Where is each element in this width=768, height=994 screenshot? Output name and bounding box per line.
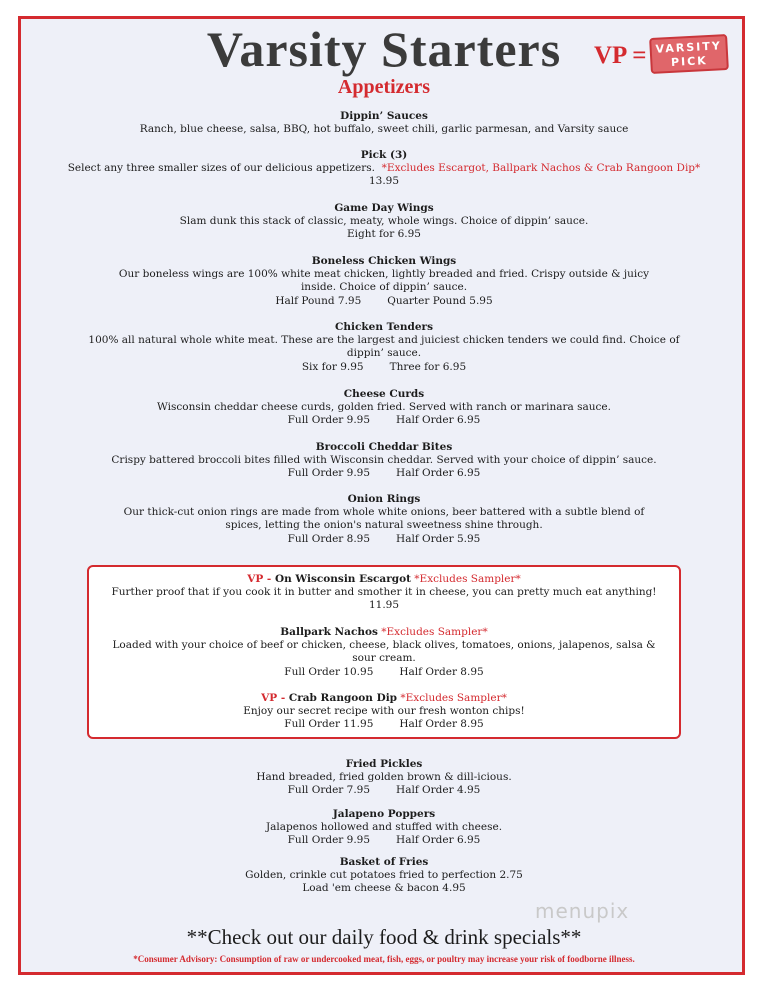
item-name: Chicken Tenders [334, 321, 433, 333]
item-desc: Jalapenos hollowed and stuffed with cheese. [265, 821, 503, 834]
item-desc-line-1: Loaded with your choice of beef or chicken, cheese, black olives, tomatoes, onions, jalapenos, salsa & [112, 639, 656, 652]
price-1: Full Order 7.95 [287, 784, 371, 797]
item-prices [60, 533, 708, 546]
exclusion-note: *Excludes Escargot, Ballpark Nachos & Crab Rangoon Dip* [381, 162, 701, 175]
item-desc: Hand breaded, fried golden brown & dill-icious. [256, 771, 512, 784]
price-2: Half Order 6.95 [396, 467, 481, 480]
item-desc: Ranch, blue cheese, salsa, BBQ, hot buffalo, sweet chili, garlic parmesan, and Varsity sauce [139, 123, 629, 136]
price-2: Three for 6.95 [389, 360, 467, 373]
price-2: Half Order 6.95 [396, 414, 481, 427]
vp-item-escargot [60, 573, 708, 613]
item-name: Dippin’ Sauces [340, 110, 428, 122]
menu-item-onion-rings [60, 493, 708, 546]
menu-item-pick-3 [60, 149, 708, 189]
item-name: Boneless Chicken Wings [311, 255, 457, 267]
exclusion-note: *Excludes Sampler* [397, 692, 507, 704]
item-price: 13.95 [368, 175, 400, 188]
item-price: Eight for 6.95 [346, 228, 421, 241]
section-subtitle: Appetizers [337, 76, 431, 98]
item-name-line [60, 692, 708, 705]
daily-specials-banner: **Check out our daily food & drink specials** [186, 925, 582, 949]
item-prices [60, 784, 708, 797]
stamp-line-2: PICK [670, 54, 709, 69]
menu-item-game-day-wings [60, 202, 708, 242]
price-1: Full Order 9.95 [287, 467, 371, 480]
price-1: Six for 9.95 [301, 360, 364, 373]
item-name: On Wisconsin Escargot [274, 573, 411, 585]
item-prices [60, 834, 708, 847]
item-desc-line-2: Load 'em cheese & bacon 4.95 [302, 882, 466, 895]
item-name-line [60, 573, 708, 586]
vp-item-ballpark-nachos [60, 626, 708, 679]
item-prices [60, 666, 708, 679]
item-prices [60, 414, 708, 427]
menu-item-jalapeno-poppers [60, 808, 708, 848]
item-name: Broccoli Cheddar Bites [315, 441, 453, 453]
menu-item-cheese-curds [60, 388, 708, 428]
item-desc: Crispy battered broccoli bites filled with Wisconsin cheddar. Served with your choice of dippin’ sauce. [111, 454, 657, 467]
exclusion-note: *Excludes Sampler* [377, 626, 488, 638]
price-1: Full Order 9.95 [287, 414, 371, 427]
stamp-line-1: VARSITY [655, 39, 723, 56]
item-desc-line-1: 100% all natural whole white meat. These are the largest and juiciest chicken tenders we could find. Choice of [88, 334, 680, 347]
menu-item-fried-pickles [60, 758, 708, 798]
item-desc-line-2: sour cream. [352, 652, 416, 665]
menu-item-broccoli-bites [60, 441, 708, 481]
menu-item-chicken-tenders [60, 321, 708, 374]
price-2: Half Order 4.95 [396, 784, 481, 797]
item-name: Pick (3) [360, 149, 408, 161]
item-prices [60, 295, 708, 308]
item-name: Onion Rings [347, 493, 421, 505]
price-2: Half Order 8.95 [399, 718, 484, 731]
item-name: Fried Pickles [345, 758, 423, 770]
menu-item-basket-of-fries [60, 856, 708, 896]
item-desc-line-1: Our thick-cut onion rings are made from whole white onions, beer battered with a subtle blend of [123, 506, 645, 519]
price-1: Full Order 8.95 [287, 532, 371, 545]
item-name: Crab Rangoon Dip [288, 692, 398, 704]
price-2: Half Order 6.95 [396, 834, 481, 847]
menupix-watermark: menupix [535, 899, 630, 923]
item-desc: Select any three smaller sizes of our delicious appetizers. [67, 162, 375, 175]
price-2: Half Order 8.95 [399, 665, 484, 678]
item-name: Ballpark Nachos [280, 626, 378, 638]
item-desc-line-2: spices, letting the onion's natural sweetness shine through. [225, 519, 543, 532]
varsity-pick-stamp [649, 34, 729, 74]
item-name-line [60, 626, 708, 639]
item-name: Basket of Fries [339, 856, 429, 868]
item-name: Jalapeno Poppers [332, 808, 436, 820]
item-prices [60, 718, 708, 731]
vp-legend: VP = [594, 42, 647, 69]
price-1: Full Order 10.95 [284, 665, 374, 678]
item-desc: Further proof that if you cook it in butter and smother it in cheese, you can pretty much eat anything! [111, 586, 657, 599]
exclusion-note: *Excludes Sampler* [410, 573, 521, 585]
price-2: Half Order 5.95 [396, 532, 481, 545]
menu-item-dippin-sauces [60, 110, 708, 136]
item-prices [60, 467, 708, 480]
item-desc-line-1: Golden, crinkle cut potatoes fried to perfection 2.75 [245, 869, 523, 882]
item-desc-line-1: Our boneless wings are 100% white meat chicken, lightly breaded and fried. Crispy outside & juicy [118, 268, 650, 281]
consumer-advisory: *Consumer Advisory: Consumption of raw or undercooked meat, fish, eggs, or poultry may increase your risk of foodborne illness. [133, 954, 635, 964]
page-title: Varsity Starters [206, 21, 562, 77]
price-1: Half Pound 7.95 [275, 294, 362, 307]
vp-item-crab-rangoon-dip [60, 692, 708, 732]
vp-dash: - [263, 573, 275, 585]
item-desc-line-2: inside. Choice of dippin’ sauce. [300, 281, 468, 294]
item-name: Game Day Wings [334, 202, 434, 214]
item-desc: Enjoy our secret recipe with our fresh wonton chips! [243, 705, 525, 718]
vp-dash: - [277, 692, 289, 704]
item-name: Cheese Curds [343, 388, 425, 400]
vp-prefix: VP [261, 692, 278, 704]
price-1: Full Order 11.95 [284, 718, 374, 731]
item-desc-line-2: dippin’ sauce. [346, 347, 422, 360]
item-desc: Wisconsin cheddar cheese curds, golden fried. Served with ranch or marinara sauce. [157, 401, 611, 414]
item-price: 11.95 [368, 599, 400, 612]
price-2: Quarter Pound 5.95 [387, 294, 493, 307]
item-desc: Slam dunk this stack of classic, meaty, whole wings. Choice of dippin’ sauce. [179, 215, 589, 228]
item-desc-line [60, 162, 708, 175]
price-1: Full Order 9.95 [287, 834, 371, 847]
menu-item-boneless-wings [60, 255, 708, 308]
item-prices [60, 361, 708, 374]
vp-prefix: VP [247, 573, 264, 585]
